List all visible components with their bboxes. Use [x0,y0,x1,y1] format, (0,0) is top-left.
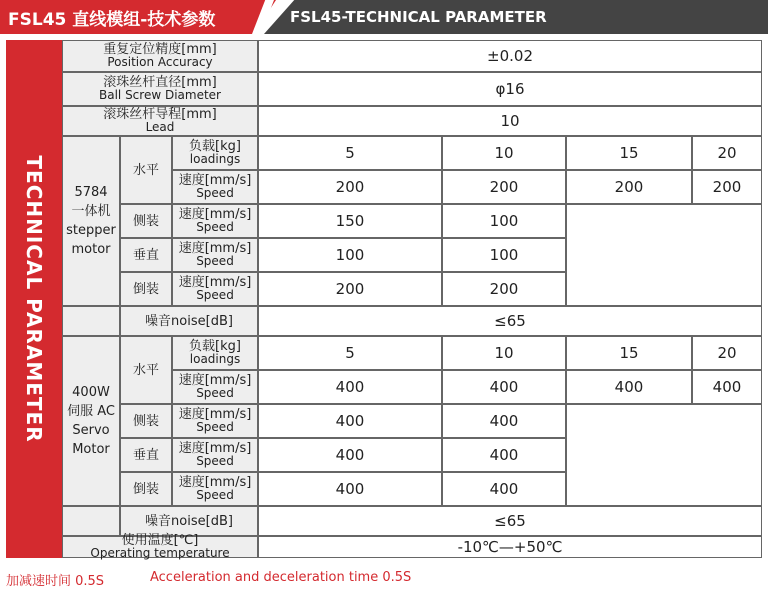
stepper-load-1 [442,136,566,170]
servo-vertical-speed-0 [258,438,442,472]
servo-vertical-speed-label [172,438,258,472]
servo-h-speed-label-cn: 速度[mm/s] [178,373,252,388]
stepper-vertical-speed-label-cn: 速度[mm/s] [178,241,252,256]
stepper-h-speed-label-cn: 速度[mm/s] [178,173,252,188]
servo-h-speed-3-text: 400 [712,377,742,396]
row-position-accuracy-en: Position Accuracy [107,55,213,69]
servo-noise-text: 噪音noise[dB] [145,513,233,529]
servo-side-speed-0 [258,404,442,438]
servo-noise-value [258,506,762,536]
servo-side-label [120,404,172,438]
servo-h-speed-1 [442,370,566,404]
servo-vertical-speed-0-text: 400 [335,445,365,464]
stepper-noise-value-text: ≤65 [494,311,526,330]
stepper-load-label-cn: 负载[kg] [189,139,241,154]
row-position-accuracy [62,40,258,72]
stepper-vertical-speed-label [172,238,258,272]
servo-inverted-text: 倒装 [132,481,159,497]
row-lead [62,106,258,136]
stepper-motor-noise-gap [62,306,120,336]
servo-load-2-text: 15 [619,343,639,362]
servo-load-label [172,336,258,370]
stepper-vertical-speed-0-text: 100 [335,245,365,264]
stepper-vertical-label [120,238,172,272]
value-temperature [258,536,762,558]
stepper-load-3 [692,136,762,170]
stepper-inverted-speed-0 [258,272,442,306]
servo-noise-label [120,506,258,536]
stepper-vertical-text: 垂直 [132,247,159,263]
stepper-inverted-speed-label-cn: 速度[mm/s] [178,275,252,290]
servo-load-3 [692,336,762,370]
servo-inverted-speed-label-cn: 速度[mm/s] [178,475,252,490]
stepper-h-speed-2-text: 200 [614,177,644,196]
stepper-inverted-label [120,272,172,306]
stepper-noise-label [120,306,258,336]
servo-inverted-speed-1 [442,472,566,506]
stepper-h-speed-0 [258,170,442,204]
row-ball-screw [62,72,258,106]
stepper-h-speed-2 [566,170,692,204]
row-temperature [62,533,258,560]
servo-empty-area [566,404,762,506]
stepper-vertical-speed-0 [258,238,442,272]
side-banner [6,40,62,558]
stepper-empty-area [566,204,762,306]
stepper-h-speed-0-text: 200 [335,177,365,196]
stepper-noise-text: 噪音noise[dB] [145,313,233,329]
servo-inverted-speed-0 [258,472,442,506]
stepper-h-speed-3-text: 200 [712,177,742,196]
stepper-noise-value [258,306,762,336]
servo-vertical-speed-label-en: Speed [196,454,234,468]
row-ball-screw-cn: 滚珠丝杆直径[mm] [103,75,217,90]
stepper-h-speed-1-text: 200 [489,177,519,196]
footer-cn: 加减速时间 0.5S [6,574,105,589]
value-lead-text: 10 [500,111,520,130]
value-ball-screw [258,72,762,106]
servo-load-1 [442,336,566,370]
servo-h-speed-1-text: 400 [489,377,519,396]
row-temperature-en: Operating temperature [90,546,230,560]
servo-inverted-speed-1-text: 400 [489,479,519,498]
stepper-inverted-speed-1 [442,272,566,306]
title-chinese: FSL45 直线模组-技术参数 [8,10,216,30]
stepper-inverted-speed-0-text: 200 [335,279,365,298]
servo-noise-value-text: ≤65 [494,511,526,530]
row-ball-screw-en: Ball Screw Diameter [99,88,221,102]
stepper-vertical-speed-1-text: 100 [489,245,519,264]
servo-vertical-speed-1-text: 400 [489,445,519,464]
servo-load-0 [258,336,442,370]
row-lead-en: Lead [145,120,175,134]
stepper-side-speed-0 [258,204,442,238]
stepper-side-speed-1 [442,204,566,238]
servo-side-speed-1-text: 400 [489,411,519,430]
value-position-accuracy-text: ±0.02 [487,46,533,65]
side-label: TECHNICAL PARAMETER [22,155,46,443]
servo-h-speed-label [172,370,258,404]
servo-h-speed-label-en: Speed [196,386,234,400]
servo-load-1-text: 10 [494,343,514,362]
stepper-inverted-speed-1-text: 200 [489,279,519,298]
stepper-side-label [120,204,172,238]
servo-h-speed-2 [566,370,692,404]
servo-vertical-speed-1 [442,438,566,472]
servo-load-label-cn: 负载[kg] [189,339,241,354]
value-temperature-text: -10℃—+50℃ [457,537,563,556]
servo-inverted-label [120,472,172,506]
servo-vertical-text: 垂直 [132,447,159,463]
servo-load-2 [566,336,692,370]
servo-load-0-text: 5 [345,343,355,362]
stepper-load-label-en: loadings [189,152,241,166]
stepper-load-label [172,136,258,170]
stepper-vertical-speed-label-en: Speed [196,254,234,268]
row-position-accuracy-cn: 重复定位精度[mm] [103,42,217,57]
stepper-h-speed-label [172,170,258,204]
stepper-inverted-speed-label [172,272,258,306]
servo-vertical-speed-label-cn: 速度[mm/s] [178,441,252,456]
row-lead-cn: 滚珠丝杆导程[mm] [103,107,217,122]
stepper-load-1-text: 10 [494,143,514,162]
servo-inverted-speed-label [172,472,258,506]
stepper-vertical-speed-1 [442,238,566,272]
servo-motor-noise-gap [62,506,120,536]
servo-h-speed-2-text: 400 [614,377,644,396]
stepper-inverted-speed-label-en: Speed [196,288,234,302]
value-lead [258,106,762,136]
servo-side-text: 侧装 [132,413,159,429]
stepper-side-speed-1-text: 100 [489,211,519,230]
stepper-h-speed-1 [442,170,566,204]
stepper-side-speed-label [172,204,258,238]
stepper-load-0 [258,136,442,170]
servo-load-3-text: 20 [717,343,737,362]
footer-en: Acceleration and deceleration time 0.5S [150,570,412,585]
servo-h-speed-3 [692,370,762,404]
servo-side-speed-1 [442,404,566,438]
servo-vertical-label [120,438,172,472]
stepper-horizontal-text: 水平 [132,162,159,178]
servo-side-speed-label-cn: 速度[mm/s] [178,407,252,422]
servo-side-speed-label-en: Speed [196,420,234,434]
servo-inverted-speed-label-en: Speed [196,488,234,502]
row-temperature-cn: 使用温度[℃] [121,533,199,548]
servo-inverted-speed-0-text: 400 [335,479,365,498]
stepper-side-text: 侧装 [132,213,159,229]
spec-table [62,40,762,558]
header-banner [0,0,768,34]
stepper-load-2 [566,136,692,170]
servo-side-speed-0-text: 400 [335,411,365,430]
stepper-h-speed-3 [692,170,762,204]
stepper-horizontal-label [120,136,172,204]
servo-motor-text: 400W 伺服 AC Servo Motor [67,385,115,457]
servo-load-label-en: loadings [189,352,241,366]
stepper-motor-label [62,136,120,306]
stepper-motor-text: 5784 一体机 stepper motor [66,185,116,257]
value-position-accuracy [258,40,762,72]
stepper-side-speed-0-text: 150 [335,211,365,230]
stepper-load-3-text: 20 [717,143,737,162]
stepper-inverted-text: 倒装 [132,281,159,297]
stepper-load-0-text: 5 [345,143,355,162]
stepper-load-2-text: 15 [619,143,639,162]
servo-h-speed-0-text: 400 [335,377,365,396]
servo-side-speed-label [172,404,258,438]
servo-horizontal-text: 水平 [132,362,159,378]
stepper-side-speed-label-en: Speed [196,220,234,234]
servo-h-speed-0 [258,370,442,404]
servo-horizontal-label [120,336,172,404]
servo-motor-label [62,336,120,506]
stepper-h-speed-label-en: Speed [196,186,234,200]
title-english: FSL45-TECHNICAL PARAMETER [290,8,547,26]
value-ball-screw-text: φ16 [495,79,525,98]
stepper-side-speed-label-cn: 速度[mm/s] [178,207,252,222]
